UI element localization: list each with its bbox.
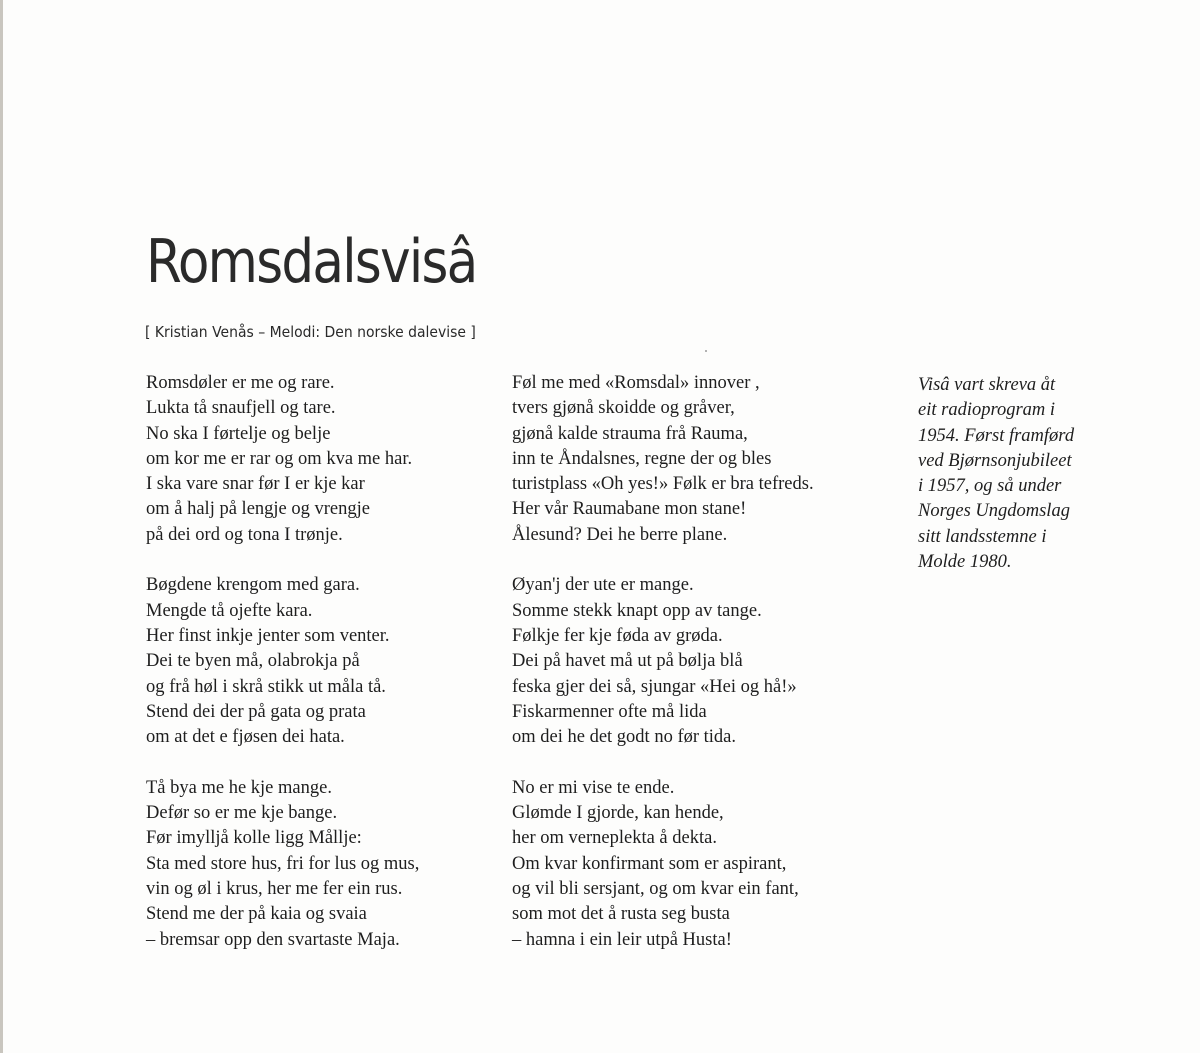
verse-line: Bøgdene krengom med gara. [146, 575, 360, 596]
song-credits: [ Kristian Venås – Melodi: Den norske dalevise ] [145, 323, 476, 341]
stanza-4 [512, 371, 814, 548]
verse-line: Lukta tå snaufjell og tare. [146, 398, 336, 419]
verse-line: vin og øl i krus, her me fer ein rus. [146, 878, 403, 899]
verse-line: feska gjer dei så, sjungar «Hei og hå!» [512, 676, 797, 697]
note-line: ved Bjørnsonjubileet [918, 450, 1072, 471]
verse-line: Defør so er me kje bange. [146, 803, 338, 824]
verse-line: om dei he det godt no før tida. [512, 727, 737, 748]
verse-line: Stend me der på kaia og svaia [146, 904, 367, 925]
verse-line: No ska I førtelje og belje [146, 423, 331, 444]
stanza-6 [512, 776, 814, 953]
verse-line: Om kvar konfirmant som er aspirant, [512, 853, 787, 874]
verse-line: – bremsar opp den svartaste Maja. [146, 929, 400, 950]
song-history-note [918, 373, 1074, 575]
verse-line: turistplass «Oh yes!» Følk er bra tefreds. [512, 474, 814, 495]
verse-line: som mot det å rusta seg busta [512, 904, 730, 925]
verse-line: her om verneplekta å dekta. [512, 828, 717, 849]
note-line: eit radioprogram i [918, 400, 1056, 421]
song-title: Romsdalsvisâ [146, 227, 477, 297]
verse-line: og frå høl i skrå stikk ut måla tå. [146, 676, 386, 697]
note-line: Visâ vart skreva åt [918, 375, 1056, 395]
verse-line: om at det e fjøsen dei hata. [146, 727, 345, 748]
verse-line: Romsdøler er me og rare. [146, 373, 335, 393]
verse-line: Glømde I gjorde, kan hende, [512, 803, 724, 824]
verse-line: No er mi vise te ende. [512, 777, 675, 798]
stanza-3 [146, 776, 419, 953]
verse-column-left [146, 371, 419, 953]
page-edge [0, 0, 3, 1053]
verse-line: Dei på havet må ut på bølja blå [512, 651, 743, 672]
stanza-1 [146, 371, 419, 548]
verse-line: Ålesund? Dei he berre plane. [512, 524, 728, 545]
verse-line: om å halj på lengje og vrengje [146, 499, 370, 520]
verse-line: Fiskarmenner ofte må lida [512, 701, 707, 722]
verse-line: Føl me med «Romsdal» innover , [512, 373, 760, 393]
verse-line: Følkje fer kje føda av grøda. [512, 625, 723, 646]
verse-line: og vil bli sersjant, og om kvar ein fant, [512, 878, 799, 899]
verse-line: inn te Åndalsnes, regne der og bles [512, 448, 772, 469]
verse-line: Mengde tå ojefte kara. [146, 600, 313, 621]
note-line: i 1957, og så under [918, 476, 1062, 497]
verse-line: Øyan'j der ute er mange. [512, 575, 694, 596]
verse-line: Sta med store hus, fri for lus og mus, [146, 853, 420, 874]
note-line: Molde 1980. [918, 552, 1012, 573]
verse-line: tvers gjønå skoidde og gråver, [512, 398, 735, 419]
verse-line: I ska vare snar før I er kje kar [146, 474, 365, 495]
verse-line: Dei te byen må, olabrokja på [146, 651, 360, 672]
verse-column-middle [512, 371, 814, 953]
verse-line: gjønå kalde strauma frå Rauma, [512, 423, 748, 444]
verse-line: på dei ord og tona I trønje. [146, 524, 343, 545]
verse-line: Her finst inkje jenter som venter. [146, 625, 390, 646]
verse-line: Somme stekk knapt opp av tange. [512, 600, 762, 621]
verse-line: Tå bya me he kje mange. [146, 777, 332, 798]
verse-line: Her vår Raumabane mon stane! [512, 499, 747, 520]
stanza-5 [512, 573, 814, 750]
verse-line: om kor me er rar og om kva me har. [146, 448, 413, 469]
scan-speck [705, 350, 707, 352]
note-line: Norges Ungdomslag [918, 501, 1070, 522]
verse-line: Stend dei der på gata og prata [146, 701, 366, 722]
stanza-2 [146, 573, 419, 750]
verse-line: Før imylljå kolle ligg Mållje: [146, 828, 362, 849]
verse-line: – hamna i ein leir utpå Husta! [512, 929, 732, 950]
note-line: 1954. Først framførd [918, 425, 1075, 446]
note-line: sitt landsstemne i [918, 526, 1047, 547]
